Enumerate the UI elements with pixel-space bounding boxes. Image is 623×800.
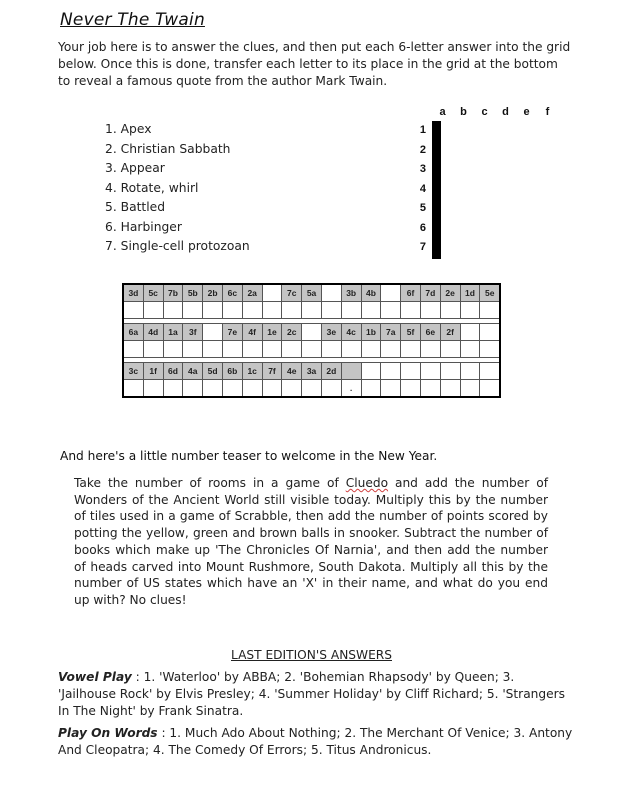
quote-label-cell: 2a [242,284,262,302]
quote-empty-cell [420,363,440,380]
quote-answer-cell[interactable] [242,380,262,398]
quote-answer-cell[interactable] [282,341,302,358]
answer-text: : 1. 'Waterloo' by ABBA; 2. 'Bohemian Rhapsody' by Queen; 3. 'Jailhouse Rock' by Elvis Presley; 4. 'Summer Holiday' by Cliff Richard; 5. 'Strangers In The Night' by Frank Sinatra. [58,670,565,719]
quote-label-cell: 5b [183,284,203,302]
quote-answer-cell[interactable] [401,302,421,319]
quote-answer-cell[interactable] [440,380,460,398]
quote-label-cell: 1c [242,363,262,380]
quote-answer-cell[interactable] [183,341,203,358]
quote-answer-cell[interactable] [203,341,223,358]
quote-label-row [123,284,500,302]
answer-cell[interactable] [439,122,441,142]
quote-answer-cell[interactable] [480,341,500,358]
quote-answer-cell[interactable] [143,380,163,398]
quote-answer-cell[interactable] [361,302,381,319]
row-header: 6 [419,221,426,234]
quote-answer-cell[interactable] [143,341,163,358]
quote-label-cell: 4d [143,324,163,341]
clue-item: 4. Rotate, whirl [105,180,199,195]
quote-answer-cell[interactable] [420,380,440,398]
quote-label-cell: 6c [222,284,242,302]
quote-answer-cell[interactable] [203,302,223,319]
quote-empty-cell [381,363,401,380]
quote-label-cell: 4b [361,284,381,302]
quote-answer-cell[interactable] [262,302,282,319]
quote-answer-cell[interactable] [302,380,322,398]
quote-blank-cell [302,324,322,341]
quote-label-cell: 5f [401,324,421,341]
answer-grid-row [433,142,440,161]
quote-label-cell: 1d [460,284,480,302]
quote-empty-cell [401,363,421,380]
quote-answer-row [123,341,500,358]
answer-grid-row [433,180,440,200]
quote-answer-cell[interactable] [480,302,500,319]
answer-cell[interactable] [439,238,441,258]
quote-label-cell: 7e [222,324,242,341]
quote-label-cell: 2f [440,324,460,341]
quote-answer-cell[interactable] [341,380,361,398]
quote-label-cell: 3c [123,363,143,380]
quote-label-cell: 7d [420,284,440,302]
quote-answer-cell[interactable] [262,380,282,398]
page-title: Never The Twain [60,10,205,30]
quote-answer-cell[interactable] [361,380,381,398]
quote-label-cell: 7c [282,284,302,302]
clue-item: 2. Christian Sabbath [105,141,231,156]
quote-blank-cell [321,284,341,302]
answer-cell[interactable] [439,180,441,200]
quote-label-cell: 3d [123,284,143,302]
quote-label-cell: 6d [163,363,183,380]
teaser-text-end: and add the number of Wonders of the Ancient World still visible today. Multiply this by the number of tiles used in a game of Scrabble, then add the number of points scored by potting the yellow, green and brown balls in snooker. Subtract the number of books which make up 'The Chronicles Of Narnia', and then add the number of heads carved into Mount Rushmore, South Dakota. Multiply all this by the number of US states which have an 'X' in their name, and what do you end up with? No clues! [74,476,548,607]
column-header: e [523,106,530,118]
answer-label: Play On Words [58,726,158,740]
quote-answer-cell[interactable] [341,341,361,358]
quote-label-cell: 6f [401,284,421,302]
answer-grid-row [433,122,440,142]
quote-label-cell: 1a [163,324,183,341]
column-header: a [439,106,446,118]
row-header: 7 [419,241,426,253]
row-header: 3 [419,163,426,175]
quote-answer-cell[interactable] [222,302,242,319]
quote-label-cell: 3b [341,284,361,302]
quote-answer-cell[interactable] [203,380,223,398]
answer-text: : 1. Much Ado About Nothing; 2. The Merchant Of Venice; 3. Antony And Cleopatra; 4. The Comedy Of Errors; 5. Titus Andronicus. [58,726,573,758]
row-header: 4 [419,182,426,195]
quote-answer-cell[interactable] [321,341,341,358]
quote-blank-cell [203,324,223,341]
quote-label-row [123,363,500,380]
answer-grid-row [433,200,440,219]
quote-label-cell: 3a [302,363,322,380]
quote-answer-cell[interactable] [222,380,242,398]
quote-blank-cell [341,363,361,380]
quote-blank-cell [381,284,401,302]
quote-answer-cell[interactable] [123,302,143,319]
quote-label-cell: 6a [123,324,143,341]
quote-label-cell: 5e [480,284,500,302]
quote-label-cell: 2c [282,324,302,341]
quote-answer-cell[interactable] [242,302,262,319]
quote-answer-cell[interactable] [420,341,440,358]
quote-answer-cell[interactable] [262,341,282,358]
quote-answer-row [123,380,500,398]
quote-label-cell: 5a [302,284,322,302]
spellcheck-word: Cluedo [345,476,389,490]
answer-cell[interactable] [439,200,441,219]
quote-answer-cell[interactable] [440,341,460,358]
quote-empty-cell [440,363,460,380]
row-header: 5 [419,202,426,214]
quote-empty-cell [480,363,500,380]
quote-label-cell: 3e [321,324,341,341]
clue-item: 7. Single-cell protozoan [105,239,250,253]
quote-label-cell: 2e [440,284,460,302]
row-header: 2 [419,143,426,156]
quote-label-cell: 7b [163,284,183,302]
quote-answer-cell[interactable] [183,380,203,398]
quote-answer-cell[interactable] [282,302,302,319]
quote-blank-cell [262,284,282,302]
quote-answer-cell[interactable] [321,380,341,398]
quote-answer-cell[interactable] [183,302,203,319]
quote-answer-row [123,302,500,319]
clue-item: 3. Appear [105,161,165,175]
teaser-text-start: Take the number of rooms in a game of [74,476,346,490]
answer-entry [58,725,573,759]
quote-answer-cell[interactable] [222,341,242,358]
column-header: f [545,106,550,118]
quote-label-cell: 4c [341,324,361,341]
column-header: d [502,106,509,118]
quote-answer-cell[interactable] [302,341,322,358]
quote-empty-cell [480,324,500,341]
quote-label-cell: 1b [361,324,381,341]
answer-cell[interactable] [439,219,441,239]
quote-label-cell: 1e [262,324,282,341]
answer-grid-row [433,238,440,258]
quote-label-cell: 3f [183,324,203,341]
quote-label-cell: 4e [282,363,302,380]
answer-grid-row [433,161,440,181]
quote-label-cell: 6e [420,324,440,341]
quote-answer-cell[interactable] [381,380,401,398]
quote-answer-cell[interactable] [361,341,381,358]
clue-item: 6. Harbinger [105,219,182,234]
quote-label-cell: 5c [143,284,163,302]
quote-answer-cell[interactable] [163,341,183,358]
quote-empty-cell [460,363,480,380]
answer-label: Vowel Play [58,670,132,684]
quote-answer-cell[interactable] [163,302,183,319]
quote-answer-cell[interactable] [321,302,341,319]
answer-cell[interactable] [439,161,441,181]
row-headers [414,121,426,258]
quote-answer-cell[interactable] [460,380,480,398]
row-header: 1 [419,124,426,136]
clue-list [105,120,250,257]
column-header: c [481,106,488,118]
quote-label-cell: 7f [262,363,282,380]
quote-label-cell: 6b [222,363,242,380]
number-teaser [74,475,548,609]
column-headers [432,106,558,118]
quote-answer-cell[interactable] [480,380,500,398]
clue-item: 1. Apex [105,122,152,136]
quote-label-cell: 4a [183,363,203,380]
clue-item: 5. Battled [105,200,166,214]
answers-heading: LAST EDITION'S ANSWERS [231,648,392,662]
quote-answer-cell[interactable] [302,302,322,319]
quote-label-cell: 2d [321,363,341,380]
quote-answer-cell[interactable] [460,341,480,358]
quote-empty-cell [460,324,480,341]
quote-label-row [123,324,500,341]
quote-answer-cell[interactable] [341,302,361,319]
teaser-intro: And here's a little number teaser to welcome in the New Year. [60,449,438,463]
quote-answer-cell[interactable] [401,341,421,358]
quote-label-cell: 5d [203,363,223,380]
quote-label-cell: 4f [242,324,262,341]
quote-answer-cell[interactable] [123,341,143,358]
quote-answer-cell[interactable] [123,380,143,398]
quote-answer-cell[interactable] [282,380,302,398]
quote-answer-cell[interactable] [381,302,401,319]
answer-entry [58,669,573,721]
quote-empty-cell [361,363,381,380]
intro-paragraph: Your job here is to answer the clues, and then put each 6-letter answer into the grid below. Once this is done, transfer each letter to its place in the grid at the bottom to reveal a famous quote from the author Mark Twain. [58,40,571,88]
quote-answer-cell[interactable] [143,302,163,319]
quote-label-cell: 7a [381,324,401,341]
quote-answer-cell[interactable] [401,380,421,398]
quote-answer-cell[interactable] [440,302,460,319]
quote-answer-cell[interactable] [381,341,401,358]
column-header: b [460,106,467,118]
answer-grid-row [433,219,440,239]
quote-label-cell: 1f [143,363,163,380]
answer-cell[interactable] [439,142,441,161]
quote-answer-cell[interactable] [163,380,183,398]
quote-label-cell: 2b [203,284,223,302]
dot-mark: . [350,384,353,393]
quote-answer-cell[interactable] [242,341,262,358]
quote-grid [122,283,501,398]
answer-grid [432,121,441,259]
quote-answer-cell[interactable] [420,302,440,319]
quote-answer-cell[interactable] [460,302,480,319]
